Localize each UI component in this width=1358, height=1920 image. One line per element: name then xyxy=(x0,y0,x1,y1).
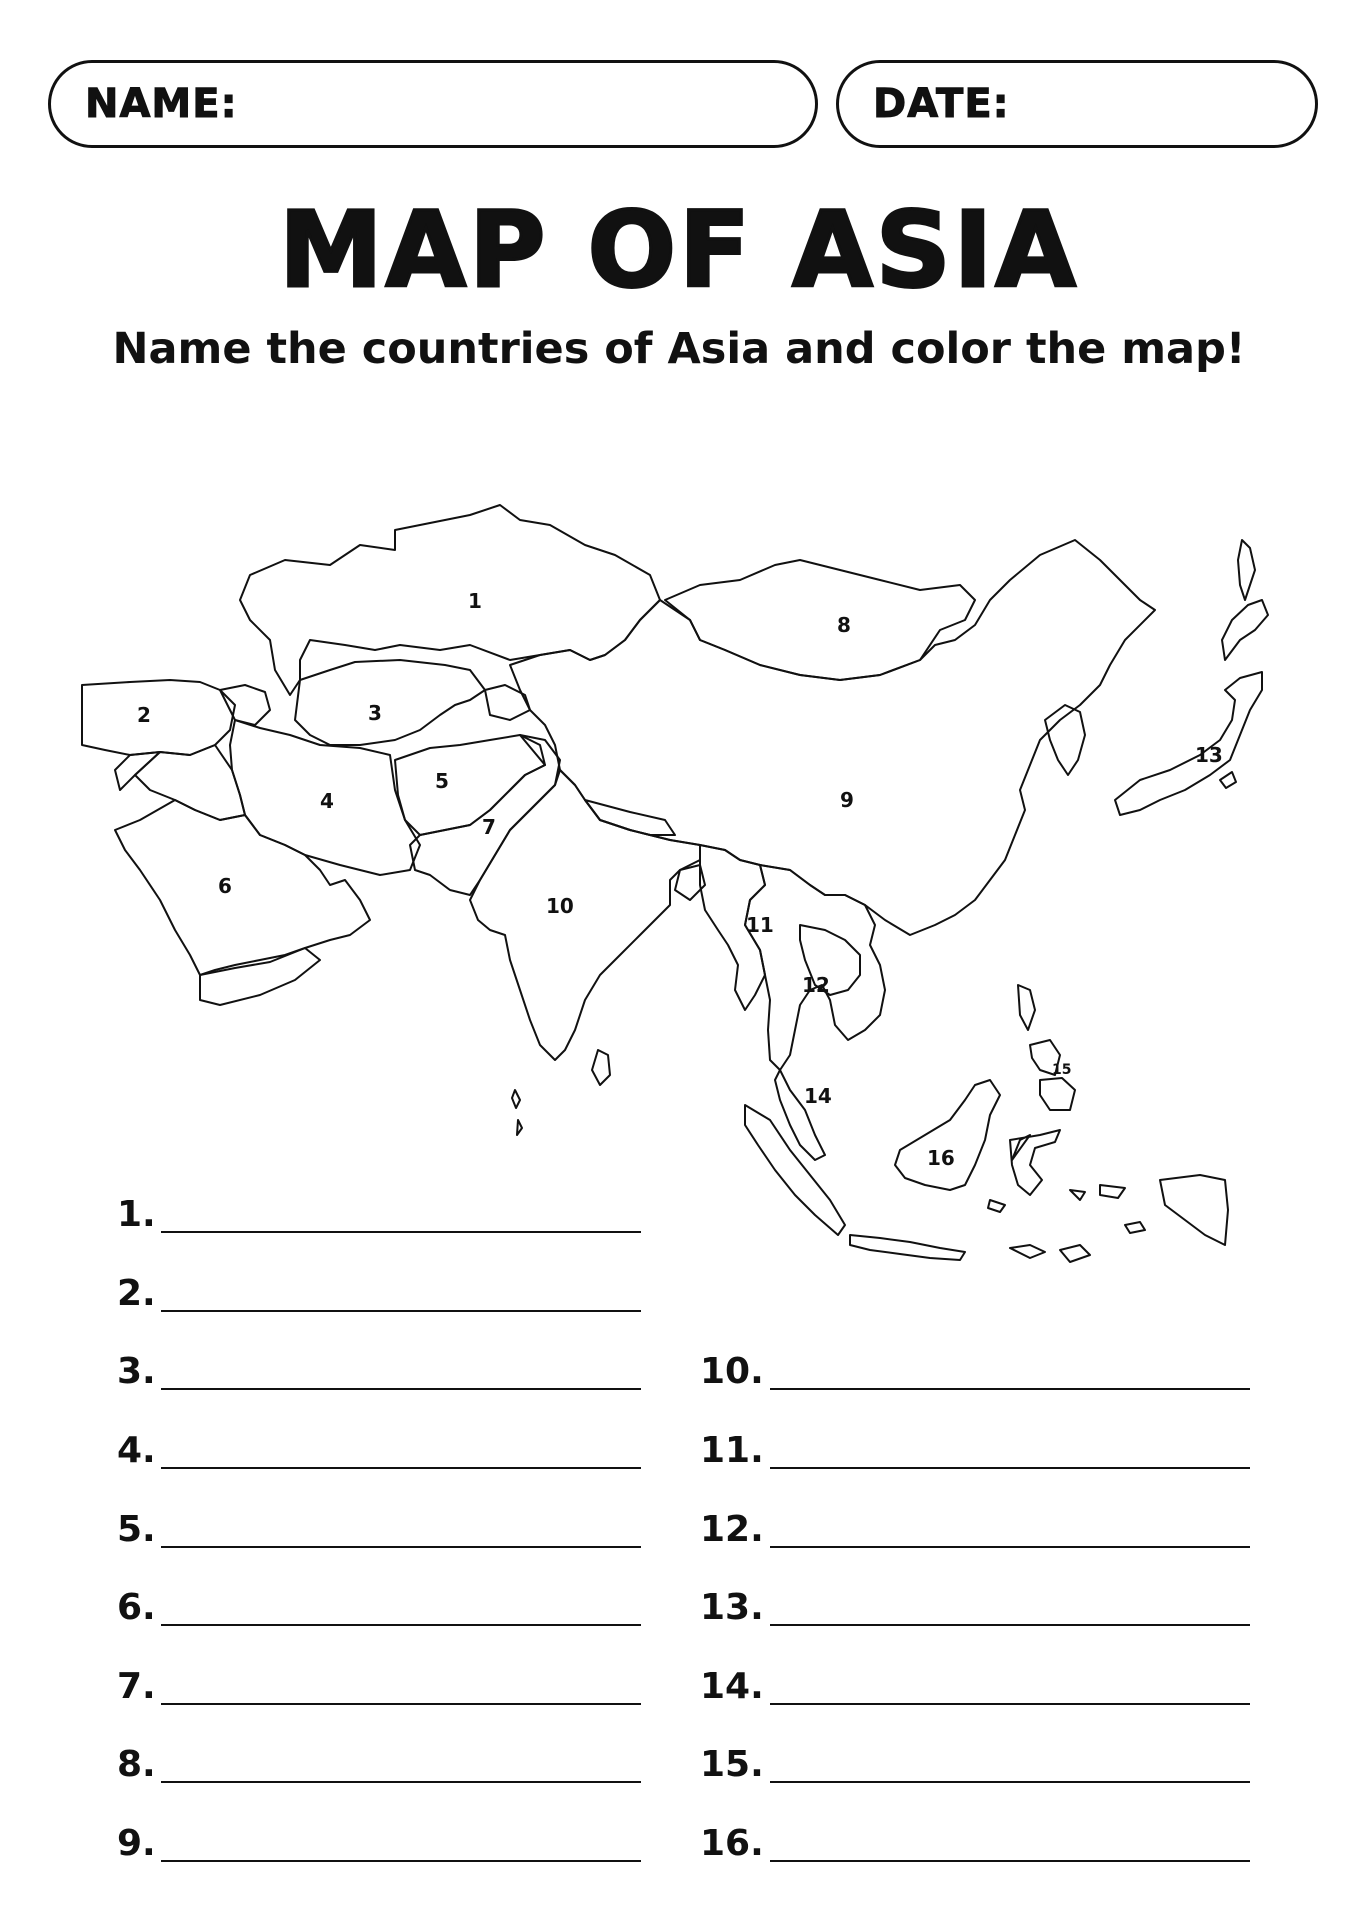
answer-line[interactable] xyxy=(161,1388,641,1390)
answer-line[interactable] xyxy=(161,1310,641,1312)
map-label-14: 14 xyxy=(804,1084,832,1108)
answer-line[interactable] xyxy=(770,1781,1250,1783)
answer-number: 13. xyxy=(700,1587,764,1628)
answer-number: 3. xyxy=(117,1351,156,1392)
answer-row-10 xyxy=(700,1330,764,1392)
answer-row-14 xyxy=(700,1645,764,1707)
answer-row-15 xyxy=(700,1723,764,1785)
answer-line[interactable] xyxy=(770,1703,1250,1705)
map-label-4: 4 xyxy=(320,789,334,813)
answer-row-2 xyxy=(117,1252,159,1312)
answer-row-7 xyxy=(117,1645,159,1705)
map-label-8: 8 xyxy=(837,613,851,637)
name-field[interactable] xyxy=(48,60,818,148)
map-label-6: 6 xyxy=(218,874,232,898)
answer-line[interactable] xyxy=(161,1624,641,1626)
answer-number: 4. xyxy=(117,1430,156,1471)
answer-line[interactable] xyxy=(770,1546,1250,1548)
answer-line[interactable] xyxy=(770,1860,1250,1862)
answer-row-5 xyxy=(117,1488,159,1548)
answer-number: 7. xyxy=(117,1666,156,1707)
answer-number: 2. xyxy=(117,1273,156,1314)
asia-outline-map xyxy=(0,500,1358,1280)
answer-line[interactable] xyxy=(161,1781,641,1783)
answer-number: 8. xyxy=(117,1744,156,1785)
answer-line[interactable] xyxy=(770,1388,1250,1390)
page-title: MAP OF ASIA xyxy=(279,189,1079,311)
answer-number: 14. xyxy=(700,1666,764,1707)
answer-number: 10. xyxy=(700,1351,764,1392)
answer-row-16 xyxy=(700,1802,764,1864)
date-label: DATE: xyxy=(873,81,1010,127)
map-label-15: 15 xyxy=(1052,1062,1072,1078)
answer-number: 15. xyxy=(700,1744,764,1785)
map-label-1: 1 xyxy=(468,589,482,613)
answer-row-3 xyxy=(117,1330,159,1390)
answer-line[interactable] xyxy=(161,1703,641,1705)
answer-line[interactable] xyxy=(770,1467,1250,1469)
map-label-2: 2 xyxy=(137,703,151,727)
answer-number: 11. xyxy=(700,1430,764,1471)
answer-row-1 xyxy=(117,1173,159,1233)
name-label: NAME: xyxy=(85,81,238,127)
map-label-3: 3 xyxy=(368,701,382,725)
answer-number: 6. xyxy=(117,1587,156,1628)
map-label-13: 13 xyxy=(1195,743,1223,767)
answer-row-6 xyxy=(117,1566,159,1626)
answer-line[interactable] xyxy=(161,1467,641,1469)
date-field[interactable] xyxy=(836,60,1318,148)
answer-row-11 xyxy=(700,1409,764,1471)
answer-number: 5. xyxy=(117,1509,156,1550)
map-label-12: 12 xyxy=(802,973,830,997)
page-subtitle: Name the countries of Asia and color the map! xyxy=(112,324,1246,374)
answer-row-4 xyxy=(117,1409,159,1469)
map-label-9: 9 xyxy=(840,788,854,812)
map-label-7: 7 xyxy=(482,815,496,839)
answer-row-8 xyxy=(117,1723,159,1783)
answer-number: 9. xyxy=(117,1823,156,1864)
answer-line[interactable] xyxy=(770,1624,1250,1626)
map-label-10: 10 xyxy=(546,894,574,918)
answer-line[interactable] xyxy=(161,1860,641,1862)
answer-number: 1. xyxy=(117,1194,156,1235)
answer-row-9 xyxy=(117,1802,159,1862)
answer-row-13 xyxy=(700,1566,764,1628)
map-label-16: 16 xyxy=(927,1146,955,1170)
answer-number: 12. xyxy=(700,1509,764,1550)
answer-line[interactable] xyxy=(161,1546,641,1548)
answer-line[interactable] xyxy=(161,1231,641,1233)
map-label-5: 5 xyxy=(435,769,449,793)
answer-row-12 xyxy=(700,1488,764,1550)
answer-number: 16. xyxy=(700,1823,764,1864)
map-label-11: 11 xyxy=(746,913,774,937)
